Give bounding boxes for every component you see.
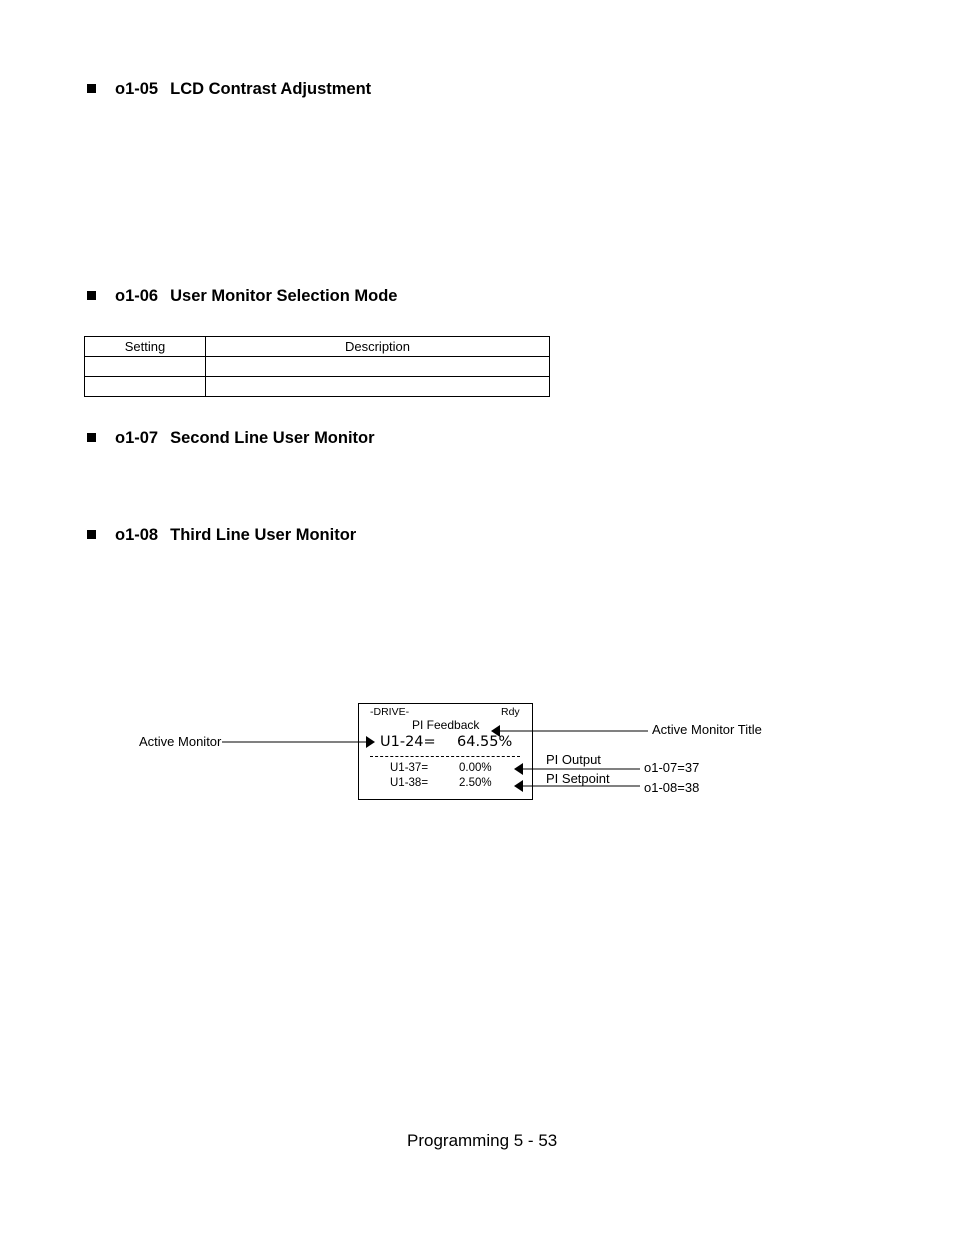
lcd-active-line-value: 64.55% xyxy=(457,734,513,750)
parameter-title: Second Line User Monitor xyxy=(170,429,375,447)
lcd-line3-value: 2.50% xyxy=(459,777,492,789)
parameter-code: o1-06 xyxy=(115,287,159,305)
lcd-display xyxy=(358,703,533,800)
active-monitor-callout: Active Monitor xyxy=(139,734,222,749)
parameter-title: User Monitor Selection Mode xyxy=(170,287,398,305)
o1-07-callout: o1-07=37 xyxy=(644,760,700,775)
page-footer: Programming 5 - 53 xyxy=(407,1131,558,1150)
column-header-description: Description xyxy=(206,337,550,357)
parameter-code: o1-08 xyxy=(115,526,159,544)
lcd-divider xyxy=(370,756,520,757)
lcd-mode: -DRIVE- xyxy=(370,706,410,718)
parameter-code: o1-07 xyxy=(115,429,159,447)
pi-setpoint-callout: PI Setpoint xyxy=(546,771,610,786)
parameter-title: LCD Contrast Adjustment xyxy=(170,80,372,98)
lcd-status: Rdy xyxy=(501,706,520,718)
lcd-title: PI Feedback xyxy=(412,718,480,732)
pi-output-callout: PI Output xyxy=(546,752,601,767)
active-monitor-title-callout: Active Monitor Title xyxy=(652,722,762,737)
parameter-code: o1-05 xyxy=(115,80,159,98)
lcd-active-line-label: U1-24= xyxy=(380,734,436,750)
column-header-setting: Setting xyxy=(85,337,206,357)
lcd-line2-label: U1-37= xyxy=(390,762,429,774)
lcd-line3-label: U1-38= xyxy=(390,777,429,789)
o1-08-callout: o1-08=38 xyxy=(644,780,700,795)
parameter-title: Third Line User Monitor xyxy=(170,526,357,544)
lcd-line2-value: 0.00% xyxy=(459,762,492,774)
